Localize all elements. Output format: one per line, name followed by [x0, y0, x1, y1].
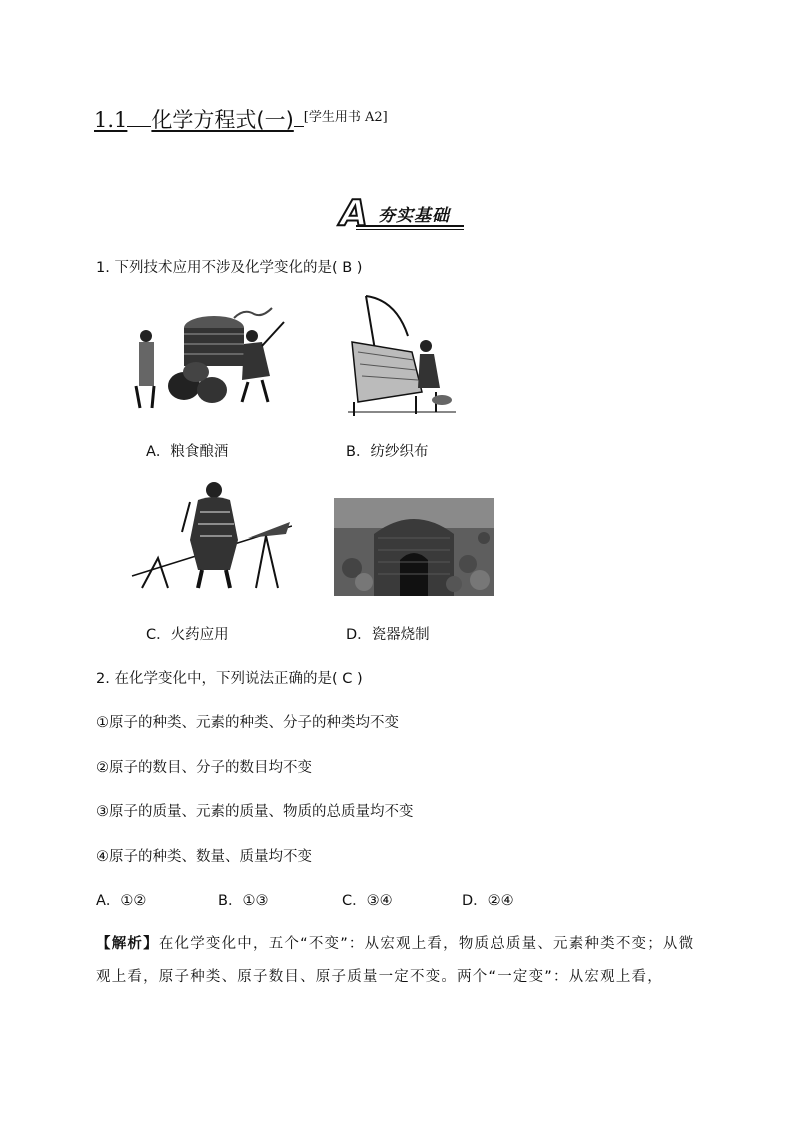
- porcelain-kiln-photo: [334, 498, 494, 596]
- badge-rule-thin: [356, 229, 464, 230]
- choice-c: C．③④: [342, 893, 393, 909]
- question-2-stem: 2. 在化学变化中，下列说法正确的是( C ): [96, 671, 363, 687]
- statement-2: ②原子的数目、分子的数目均不变: [96, 760, 312, 776]
- badge-letter: A: [340, 193, 368, 234]
- choice-a: A．①②: [96, 893, 147, 909]
- analysis-tag: 【解析】: [96, 936, 159, 952]
- choice-b: B．①③: [218, 893, 269, 909]
- page-title: [94, 104, 388, 134]
- badge-text: 夯实基础: [378, 206, 450, 226]
- statement-4: ④原子的种类、数量、质量均不变: [96, 849, 312, 865]
- option-c-label: C．火药应用: [146, 627, 229, 643]
- section-number: 1.1: [94, 108, 128, 132]
- option-a-label: A．粮食酿酒: [146, 444, 229, 460]
- option-b-label: B．纺纱织布: [346, 444, 429, 460]
- section-badge: [340, 193, 464, 234]
- statement-1: ①原子的种类、元素的种类、分子的种类均不变: [96, 715, 399, 731]
- analysis-text: 在化学变化中，五个“不变”：从宏观上看，物质总质量、元素种类不变；从微观上看，原子种类、原子数目、原子质量一定不变。两个“一定变”：从宏观上看，: [96, 936, 695, 985]
- section-title: 化学方程式(一): [151, 108, 294, 132]
- weaving-loom-illustration: [346, 292, 458, 418]
- student-book-ref: [学生用书 A2]: [303, 110, 388, 125]
- ref-underline-gap: [294, 114, 304, 127]
- badge-rule: [356, 225, 464, 227]
- option-d-label: D．瓷器烧制: [346, 627, 430, 643]
- statement-3: ③原子的质量、元素的质量、物质的总质量均不变: [96, 804, 414, 820]
- wine-brewing-illustration: [124, 298, 290, 414]
- question-1-stem: 1. 下列技术应用不涉及化学变化的是( B ): [96, 260, 363, 276]
- title-underline-gap: [127, 108, 151, 127]
- analysis-paragraph: [96, 928, 708, 994]
- choice-d: D．②④: [462, 893, 514, 909]
- gunpowder-rocket-illustration: [128, 478, 292, 592]
